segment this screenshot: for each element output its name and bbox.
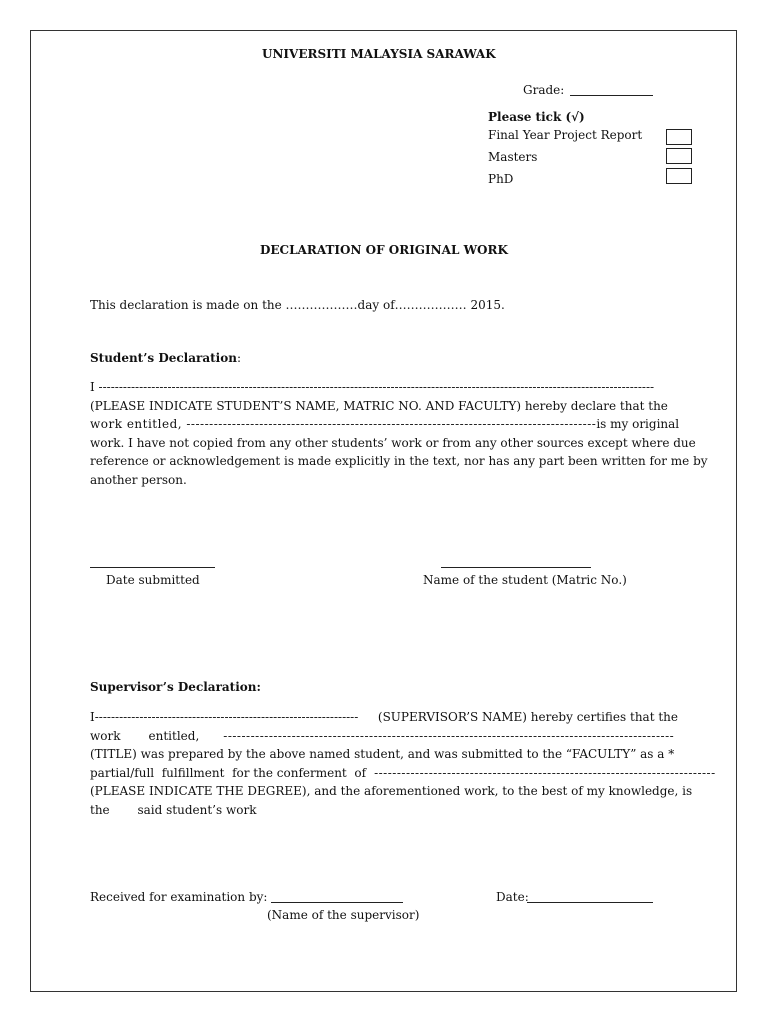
degree-blank[interactable]: --------------------------------------------------------------------------- — [374, 765, 716, 780]
supervisor-line-6-the: the — [90, 802, 110, 817]
student-line-4: work. I have not copied from any other students’ work or from any other sources except where due — [90, 435, 696, 450]
option-phd-checkbox[interactable] — [666, 168, 692, 184]
supervisor-line-6 — [90, 801, 678, 820]
page-border — [30, 30, 737, 992]
option-masters-checkbox[interactable] — [666, 148, 692, 164]
option-final-year-checkbox[interactable] — [666, 129, 692, 145]
option-final-year-label: Final Year Project Report — [488, 128, 643, 142]
declaration-date: This declaration is made on the ………………day of……………… 2015. — [90, 298, 505, 312]
supervisor-name-line[interactable] — [271, 902, 403, 903]
supervisor-declaration-body — [90, 708, 716, 819]
supervisor-line-2-entitled: entitled, — [148, 728, 200, 743]
date-submitted-label: Date submitted — [106, 573, 200, 587]
supervisor-date-line[interactable] — [527, 902, 653, 903]
work-title-blank[interactable]: work entitled, ------------------------------------------------------------------------------------------ — [90, 417, 597, 431]
supervisor-line-4[interactable] — [90, 764, 716, 783]
student-line-5: reference or acknowledgement is made explicitly in the text, nor has any part been written for me by — [90, 454, 708, 468]
university-name: UNIVERSITI MALAYSIA SARAWAK — [262, 47, 496, 61]
student-declaration-heading — [90, 349, 241, 367]
student-declaration-body — [90, 378, 708, 489]
supervisor-line-2[interactable] — [90, 727, 678, 746]
supervisor-title-blank[interactable]: --------------------------------------------------------------------------------------------------- — [223, 728, 675, 743]
received-label: Received for examination by: — [90, 890, 268, 904]
supervisor-name-label: (Name of the supervisor) — [267, 908, 420, 922]
supervisor-line-3: (TITLE) was prepared by the above named student, and was submitted to the “FACULTY” as a * — [90, 747, 675, 761]
student-line-3[interactable] — [90, 415, 678, 434]
date-submitted-line[interactable] — [90, 567, 215, 568]
supervisor-declaration-heading: Supervisor’s Declaration: — [90, 680, 261, 694]
student-line-1[interactable]: I ----------------------------------------------------------------------------------------------------------------------------------------- — [90, 380, 655, 394]
supervisor-line-1[interactable] — [90, 708, 678, 727]
option-masters-label: Masters — [488, 150, 538, 164]
student-line-3-suffix: is my original — [596, 417, 680, 431]
grade-label: Grade: — [523, 83, 565, 97]
document-title: DECLARATION OF ORIGINAL WORK — [260, 243, 508, 257]
student-name-line[interactable] — [441, 567, 591, 568]
supervisor-date-label: Date: — [496, 890, 529, 904]
supervisor-line-5: (PLEASE INDICATE THE DEGREE), and the aforementioned work, to the best of my knowledge, is — [90, 784, 693, 798]
grade-line[interactable] — [570, 95, 653, 96]
supervisor-line-1-suffix: (SUPERVISOR’S NAME) hereby certifies that the — [377, 710, 678, 724]
student-heading-colon: : — [236, 351, 241, 365]
student-heading-text: Student’s Declaration — [90, 351, 237, 365]
tick-title: Please tick (√) — [488, 110, 585, 124]
option-phd-label: PhD — [488, 172, 514, 186]
supervisor-line-6-rest: said student’s work — [137, 802, 257, 817]
supervisor-line-4-text: partial/full fulfillment for the conferment of — [90, 765, 367, 780]
student-name-label: Name of the student (Matric No.) — [423, 573, 627, 587]
supervisor-name-blank[interactable]: I----------------------------------------------------------------- — [90, 710, 359, 724]
supervisor-line-2-work: work — [90, 728, 121, 743]
student-line-2: (PLEASE INDICATE STUDENT’S NAME, MATRIC NO. AND FACULTY) hereby declare that the — [90, 398, 668, 413]
student-line-6: another person. — [90, 472, 187, 487]
